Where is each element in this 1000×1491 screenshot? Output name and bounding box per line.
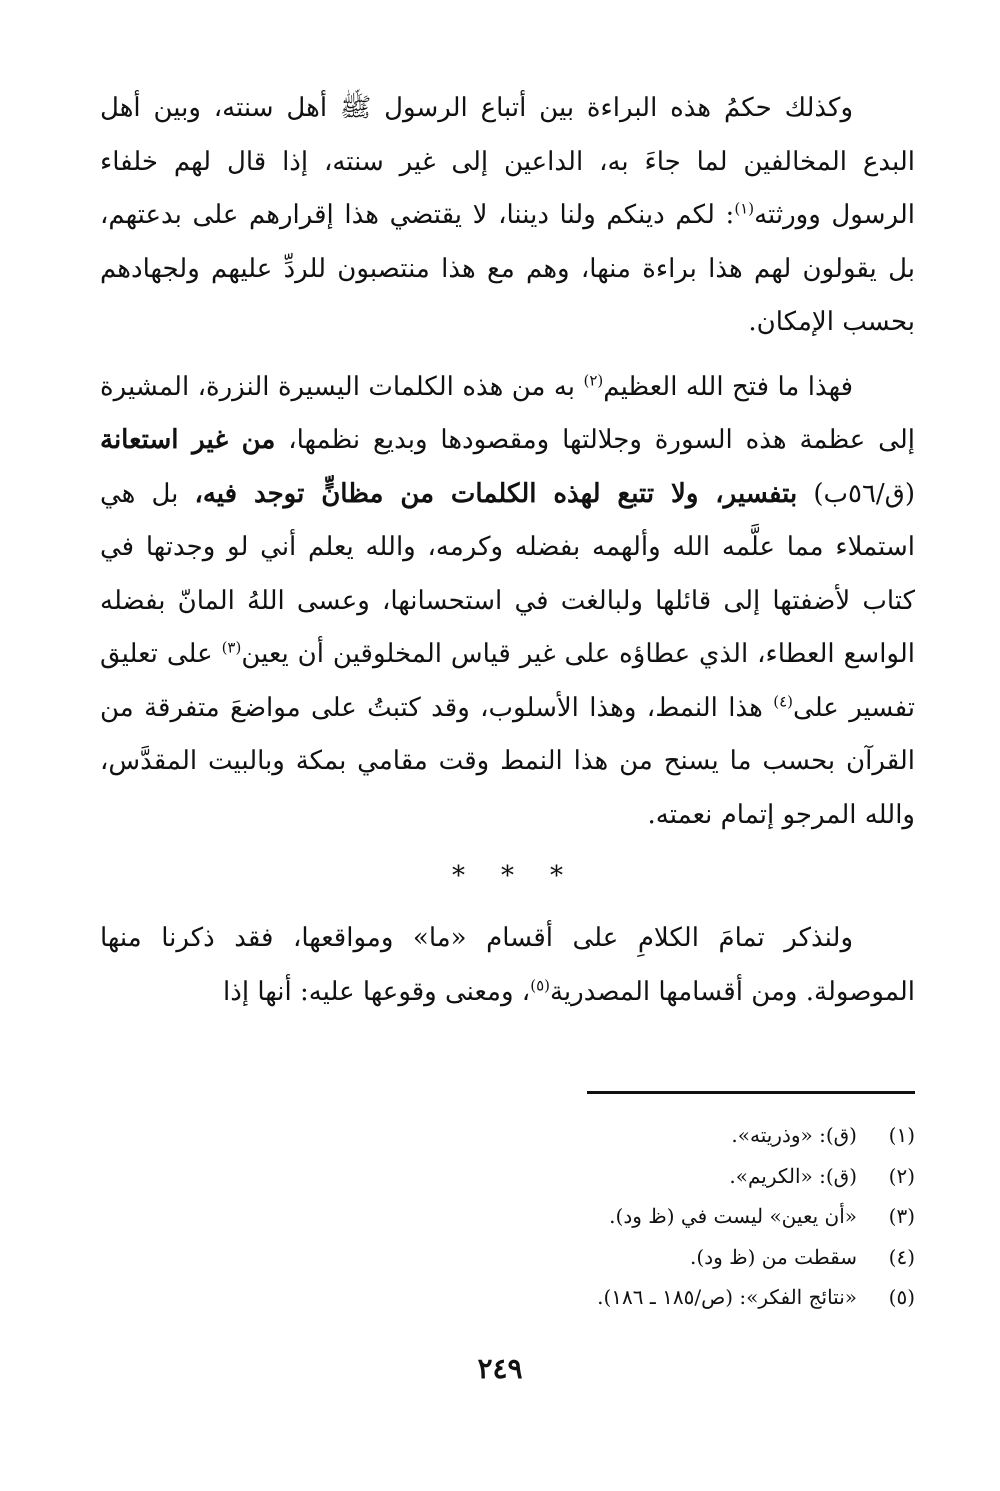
footnote-number: (٤) (888, 1244, 915, 1269)
separator-star: * (452, 861, 465, 891)
section-separator (100, 858, 915, 894)
separator-star: * (550, 861, 563, 891)
paragraph-3-part-1: ولنذكر تمامَ الكلامِ على أقسام «ما» ومواقعها، فقد ذكرنا منها الموصولة. ومن أقسامها المصدرية (100, 923, 915, 1007)
footnote-text: «نتائج الفكر»: (ص/١٨٥ ـ ١٨٦). (597, 1285, 857, 1309)
footnote-divider (587, 1091, 915, 1094)
footnote-ref-1: (١) (734, 199, 755, 218)
footnote-text: (ق): «الكريم». (729, 1163, 857, 1188)
footnote-number: (٢) (888, 1163, 915, 1188)
footnote-item (100, 1115, 915, 1156)
paragraph-2 (100, 361, 915, 843)
footnote-item (100, 1196, 915, 1237)
footnote-item (100, 1156, 915, 1197)
footnotes (100, 1115, 915, 1318)
footnote-number: (٣) (888, 1204, 915, 1228)
footnote-text: (ق): «وذريته». (731, 1123, 857, 1147)
footnote-number: (١) (888, 1123, 915, 1147)
paragraph-1 (100, 82, 915, 350)
page-number: ٢٤٩ (477, 1352, 523, 1385)
paragraph-1-text-after: : لكم دينكم ولنا ديننا، لا يقتضي هذا إقرارهم على بدعتهم، بل يقولون لهم هذا براءة منها، وهم مع هذا منتصبون للردِّ عليهم ولجهادهم بحسب الإمكان. (100, 200, 915, 337)
paragraph-3-part-2: ، ومعنى وقوعها عليه: أنها إذا (223, 976, 531, 1007)
manuscript-reference: (ق/٥٦ب) (797, 478, 915, 509)
main-text (100, 82, 915, 1019)
paragraph-2-part-5: هذا النمط، وهذا الأسلوب، وقد كتبتُ على مواضعَ متفرقة من القرآن بحسب ما يسنح من هذا النمط وقت مقامي بمكة وبالبيت المقدَّس، والله المرجو إتمام نعمته. (100, 692, 915, 830)
footnote-ref-3: (٣) (221, 638, 242, 657)
separator-star: * (501, 861, 514, 891)
footnote-item (100, 1237, 915, 1278)
paragraph-1-text: وكذلك حكمُ هذه البراءة بين أتباع الرسول ﷺ أهل سنته، وبين أهل البدع المخالفين لما جاءَ به، الداعين إلى غير سنته، إذا قال لهم خلفاء الرسول وورثته (100, 93, 916, 230)
footnote-ref-5: (٥) (530, 975, 550, 994)
paragraph-2-part-3: بل هي استملاء مما علَّمه الله وألهمه بفضله وكرمه، والله يعلم أني لو وجدتها في كتاب لأضفتها إلى قائلها ولبالغت في استحسانها، وعسى اللهُ المانّ بفضله الواسع العطاء، الذي عطاؤه على غير قياس المخلوقين أن يعين (100, 478, 915, 669)
footnote-text: سقطت من (ظ ود). (690, 1244, 857, 1269)
footnote-item (100, 1277, 915, 1318)
paragraph-2-bold-2: بتفسير، ولا تتبع لهذه الكلمات من مظانٍّ توجد فيه، (194, 478, 798, 509)
footnote-number: (٥) (888, 1285, 915, 1309)
footnote-text: «أن يعين» ليست في (ظ ود). (609, 1204, 857, 1228)
paragraph-2-bold-1: من غير استعانة (100, 425, 276, 455)
paragraph-3 (100, 912, 915, 1019)
paragraph-2-part-4: على تعليق تفسير على (100, 639, 915, 723)
footnote-ref-4: (٤) (773, 691, 794, 710)
footnote-ref-2: (٢) (583, 370, 604, 389)
paragraph-2-part-1: فهذا ما فتح الله العظيم (603, 371, 854, 402)
paragraph-2-part-2: به من هذه الكلمات اليسيرة النزرة، المشيرة إلى عظمة هذه السورة وجلالتها ومقصودها وبديع نظمها، (100, 371, 915, 455)
